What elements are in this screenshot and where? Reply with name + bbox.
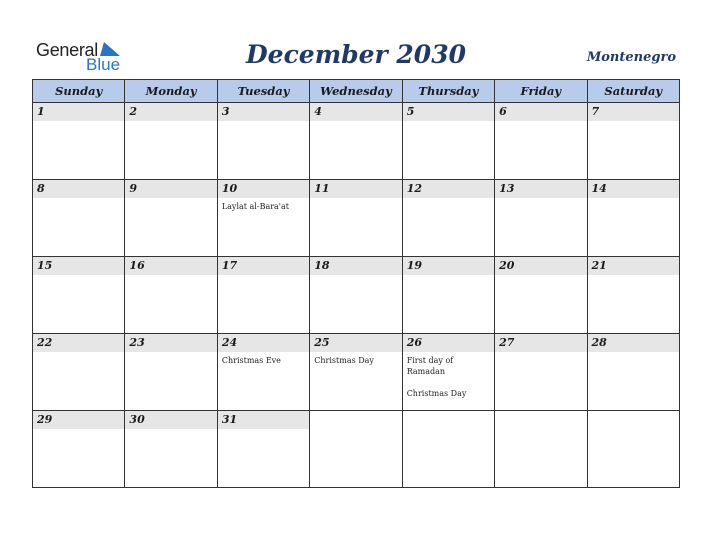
day-number: 15 xyxy=(33,257,124,275)
day-cell xyxy=(402,103,494,180)
day-number: 25 xyxy=(310,334,401,352)
day-number: 29 xyxy=(33,411,124,429)
day-number: 16 xyxy=(125,257,216,275)
day-cell xyxy=(310,257,402,334)
weekday-header: Saturday xyxy=(587,80,679,103)
day-number: 19 xyxy=(403,257,494,275)
day-cell xyxy=(587,103,679,180)
day-number: 28 xyxy=(588,334,679,352)
weekday-header: Friday xyxy=(495,80,587,103)
day-cell xyxy=(587,180,679,257)
day-number: 9 xyxy=(125,180,216,198)
week-row xyxy=(33,103,680,180)
day-number: 22 xyxy=(33,334,124,352)
day-number: 31 xyxy=(218,411,309,429)
day-number: 2 xyxy=(125,103,216,121)
weekday-header: Sunday xyxy=(33,80,125,103)
day-cell xyxy=(217,257,309,334)
day-number: 7 xyxy=(588,103,679,121)
calendar-title: December 2030 xyxy=(245,40,466,69)
day-cell xyxy=(217,180,309,257)
weekday-header: Thursday xyxy=(402,80,494,103)
day-number: 6 xyxy=(495,103,586,121)
day-number: 12 xyxy=(403,180,494,198)
weekday-header: Monday xyxy=(125,80,217,103)
day-cell xyxy=(402,180,494,257)
day-number: 3 xyxy=(218,103,309,121)
day-cell xyxy=(33,103,125,180)
day-number: 24 xyxy=(218,334,309,352)
day-cell xyxy=(310,334,402,411)
day-number: 23 xyxy=(125,334,216,352)
holiday-event: Christmas Day xyxy=(314,356,374,365)
day-number: 17 xyxy=(218,257,309,275)
holiday-event: Christmas Day xyxy=(406,389,467,398)
day-number: 30 xyxy=(125,411,216,429)
day-cell xyxy=(310,411,402,488)
day-number: 13 xyxy=(495,180,586,198)
day-number: 4 xyxy=(310,103,401,121)
day-cell xyxy=(587,411,679,488)
day-cell xyxy=(495,334,587,411)
day-number: 5 xyxy=(403,103,494,121)
holiday-event: Christmas Eve xyxy=(221,356,281,365)
day-cell xyxy=(217,411,309,488)
day-number: 21 xyxy=(588,257,679,275)
day-cell xyxy=(125,411,217,488)
day-cell xyxy=(33,411,125,488)
day-cell xyxy=(125,257,217,334)
day-cell xyxy=(402,334,494,411)
week-row xyxy=(33,257,680,334)
day-cell xyxy=(310,103,402,180)
day-cell xyxy=(125,334,217,411)
day-number: 10 xyxy=(218,180,309,198)
weekday-header: Tuesday xyxy=(217,80,309,103)
week-row xyxy=(33,180,680,257)
day-cell xyxy=(125,103,217,180)
weekday-header: Wednesday xyxy=(310,80,402,103)
day-number: 20 xyxy=(495,257,586,275)
day-number: 14 xyxy=(588,180,679,198)
day-cell xyxy=(587,334,679,411)
day-cell xyxy=(587,257,679,334)
day-number: 8 xyxy=(33,180,124,198)
day-cell xyxy=(125,180,217,257)
day-number: 1 xyxy=(33,103,124,121)
day-number: 11 xyxy=(310,180,401,198)
weekday-header-row xyxy=(33,80,680,103)
day-cell xyxy=(495,103,587,180)
day-number: 27 xyxy=(495,334,586,352)
day-cell xyxy=(402,257,494,334)
logo-general-text: General xyxy=(36,40,98,60)
day-cell xyxy=(33,180,125,257)
day-number: 18 xyxy=(310,257,401,275)
day-cell xyxy=(495,180,587,257)
day-cell xyxy=(217,103,309,180)
calendar-body xyxy=(33,103,680,488)
holiday-event: Laylat al-Bara'at xyxy=(221,202,289,211)
day-cell xyxy=(310,180,402,257)
day-number: 26 xyxy=(403,334,494,352)
day-cell xyxy=(33,334,125,411)
day-cell xyxy=(495,257,587,334)
country-name: Montenegro xyxy=(586,50,676,65)
day-cell xyxy=(402,411,494,488)
calendar-grid xyxy=(32,79,680,488)
day-cell xyxy=(495,411,587,488)
day-cell xyxy=(217,334,309,411)
holiday-event: First day of Ramadan xyxy=(406,356,454,376)
logo-blue-text: Blue xyxy=(86,55,121,74)
week-row xyxy=(33,411,680,488)
week-row xyxy=(33,334,680,411)
day-cell xyxy=(33,257,125,334)
